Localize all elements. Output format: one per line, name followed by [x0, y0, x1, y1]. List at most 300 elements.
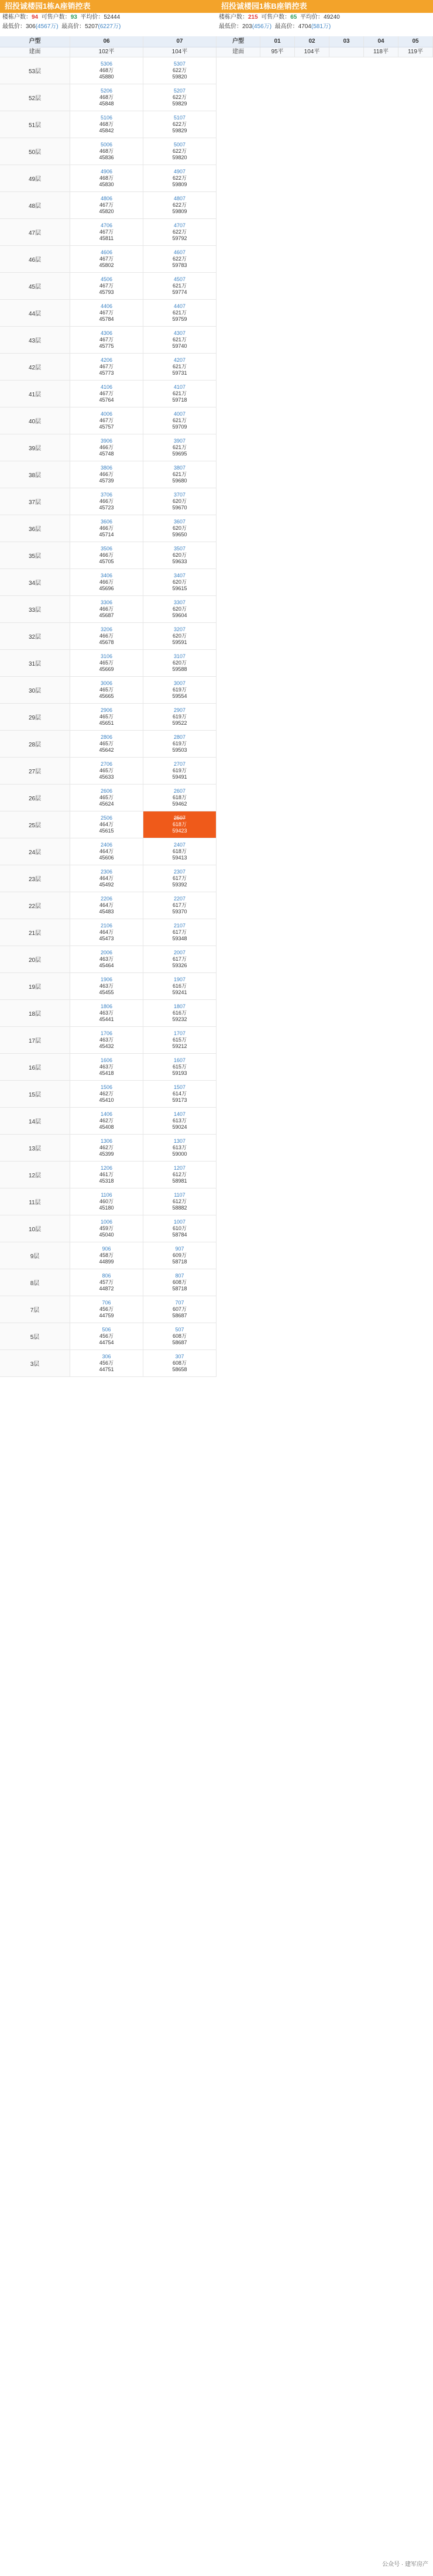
unit-price: 456万: [99, 1306, 114, 1312]
unit-unit-price: 59024: [172, 1124, 187, 1130]
unit-cell[interactable]: [143, 461, 216, 488]
unit-number: 707: [175, 1300, 184, 1306]
unit-cell[interactable]: [70, 569, 143, 595]
unit-unit-price: 45820: [99, 208, 114, 214]
unit-number: 3107: [173, 653, 186, 659]
unit-price: 622万: [172, 94, 187, 100]
unit-cell[interactable]: [143, 434, 216, 461]
unit-number: 4006: [100, 411, 113, 417]
unit-unit-price: 45492: [99, 882, 114, 888]
panel-a: [0, 0, 216, 2576]
unit-cell[interactable]: [143, 1215, 216, 1242]
unit-number: 5007: [173, 142, 186, 148]
unit-cell[interactable]: [70, 84, 143, 111]
unit-cell[interactable]: [143, 57, 216, 84]
floor-row: [0, 811, 216, 838]
unit-cell[interactable]: [143, 785, 216, 811]
unit-price: 617万: [172, 875, 187, 881]
floor-row: [0, 677, 216, 704]
unit-cell[interactable]: [70, 434, 143, 461]
unit-unit-price: 59173: [172, 1097, 187, 1103]
unit-cell[interactable]: [70, 1054, 143, 1080]
unit-cell[interactable]: [143, 731, 216, 757]
unit-number: 1006: [100, 1219, 113, 1225]
unit-number: 3606: [100, 519, 113, 525]
unit-cell[interactable]: [70, 381, 143, 407]
unit-cell[interactable]: [70, 111, 143, 138]
floor-label: 37层: [0, 488, 70, 515]
unit-unit-price: 45633: [99, 774, 114, 780]
floor-label: 41层: [0, 381, 70, 407]
floor-label: 28层: [0, 731, 70, 757]
unit-number: 2406: [100, 842, 113, 848]
unit-price: 609万: [172, 1252, 187, 1258]
unit-unit-price: 59413: [172, 855, 187, 861]
floor-row: [0, 165, 216, 192]
unit-price: 456万: [99, 1333, 114, 1339]
floor-label: 49层: [0, 165, 70, 191]
unit-cell[interactable]: [143, 1162, 216, 1188]
area-value: 118平: [364, 47, 398, 57]
unit-cell[interactable]: [143, 542, 216, 568]
unit-number: 3406: [100, 573, 113, 578]
unit-cell[interactable]: [143, 84, 216, 111]
unit-unit-price: 59588: [172, 666, 187, 672]
unit-unit-price: 59241: [172, 989, 187, 995]
unit-cell[interactable]: [70, 1215, 143, 1242]
unit-cell[interactable]: [143, 192, 216, 218]
unit-unit-price: 45830: [99, 181, 114, 187]
unit-number: 4806: [100, 196, 113, 201]
unit-cell[interactable]: [143, 1188, 216, 1215]
unit-number: 2706: [100, 761, 113, 767]
unit-unit-price: 45455: [99, 989, 114, 995]
unit-cell[interactable]: [70, 1296, 143, 1323]
unit-unit-price: 45432: [99, 1043, 114, 1049]
unit-unit-price: 59348: [172, 936, 187, 941]
floor-label: 11层: [0, 1188, 70, 1215]
unit-cell[interactable]: [70, 1000, 143, 1026]
unit-cell[interactable]: [70, 461, 143, 488]
unit-number: 1706: [100, 1030, 113, 1036]
unit-price: 620万: [172, 579, 187, 585]
unit-cell[interactable]: [143, 111, 216, 138]
floor-row: [0, 1108, 216, 1135]
floor-row: [0, 192, 216, 219]
unit-cell[interactable]: [143, 892, 216, 919]
panel-b-minmax: 最低价：203(456万) 最高价：4704(581万): [219, 23, 331, 30]
unit-number: 1507: [173, 1084, 186, 1090]
floor-label: 48层: [0, 192, 70, 218]
unit-cell[interactable]: [70, 596, 143, 622]
floor-row: [0, 111, 216, 138]
unit-number: 1207: [173, 1165, 186, 1171]
unit-number: 2107: [173, 923, 186, 929]
unit-number: 3806: [100, 465, 113, 471]
unit-number: 4907: [173, 169, 186, 174]
floor-label: 44层: [0, 300, 70, 326]
unit-unit-price: 59212: [172, 1043, 187, 1049]
floor-row: [0, 569, 216, 596]
unit-number: 5307: [173, 61, 186, 67]
floor-row: [0, 300, 216, 327]
unit-price: 621万: [172, 364, 187, 369]
unit-cell[interactable]: [70, 165, 143, 191]
unit-price: 462万: [99, 1118, 114, 1123]
unit-cell[interactable]: [143, 1027, 216, 1053]
unit-unit-price: 59709: [172, 424, 187, 430]
unit-cell[interactable]: [143, 973, 216, 999]
unit-cell[interactable]: [143, 138, 216, 165]
header-unit-01: 01: [260, 36, 295, 47]
unit-cell[interactable]: [143, 569, 216, 595]
floor-row: [0, 1027, 216, 1054]
floor-label: 40层: [0, 407, 70, 434]
unit-cell[interactable]: [70, 246, 143, 272]
unit-cell[interactable]: [70, 1135, 143, 1161]
unit-price: 621万: [172, 283, 187, 289]
unit-cell[interactable]: [143, 1350, 216, 1376]
unit-cell[interactable]: [70, 354, 143, 380]
unit-number: 2507: [173, 815, 186, 821]
unit-price: 467万: [99, 310, 114, 316]
unit-number: 5207: [173, 88, 186, 94]
unit-cell[interactable]: [70, 515, 143, 542]
panel-b-table: [216, 36, 433, 57]
unit-cell[interactable]: [143, 219, 216, 245]
unit-price: 464万: [99, 902, 114, 908]
floor-row: [0, 488, 216, 515]
unit-cell[interactable]: [143, 407, 216, 434]
unit-number: 506: [102, 1327, 111, 1332]
unit-number: 5306: [100, 61, 113, 67]
floor-row: [0, 407, 216, 434]
unit-price: 617万: [172, 956, 187, 962]
unit-cell[interactable]: [143, 300, 216, 326]
floor-label: 24层: [0, 838, 70, 865]
unit-unit-price: 45880: [99, 74, 114, 80]
unit-cell[interactable]: [143, 246, 216, 272]
unit-unit-price: 45615: [99, 828, 114, 834]
unit-unit-price: 59820: [172, 155, 187, 160]
unit-cell[interactable]: [70, 407, 143, 434]
unit-cell[interactable]: [70, 488, 143, 515]
floor-label: 29层: [0, 704, 70, 730]
unit-cell[interactable]: [70, 57, 143, 84]
unit-number: 3007: [173, 680, 186, 686]
unit-price: 456万: [99, 1360, 114, 1366]
unit-cell[interactable]: [70, 623, 143, 649]
unit-unit-price: 59680: [172, 478, 187, 484]
unit-cell[interactable]: [70, 1162, 143, 1188]
unit-number: 4307: [173, 330, 186, 336]
unit-unit-price: 45040: [99, 1232, 114, 1238]
unit-price: 467万: [99, 364, 114, 369]
unit-price: 468万: [99, 175, 114, 181]
unit-cell[interactable]: [70, 1081, 143, 1107]
unit-cell[interactable]: [143, 381, 216, 407]
unit-cell[interactable]: [143, 865, 216, 892]
unit-cell[interactable]: [70, 327, 143, 353]
unit-cell[interactable]: [70, 785, 143, 811]
unit-price: 622万: [172, 256, 187, 262]
floor-row: [0, 865, 216, 892]
floor-row: [0, 1215, 216, 1242]
unit-price: 465万: [99, 794, 114, 800]
unit-unit-price: 45410: [99, 1097, 114, 1103]
unit-cell[interactable]: [143, 1135, 216, 1161]
unit-cell[interactable]: [143, 165, 216, 191]
unit-unit-price: 59718: [172, 397, 187, 403]
unit-cell[interactable]: [70, 677, 143, 703]
floor-row: [0, 246, 216, 273]
unit-unit-price: 59232: [172, 1016, 187, 1022]
panel-a-table: [0, 36, 216, 1377]
floor-label: 52层: [0, 84, 70, 111]
unit-number: 1606: [100, 1057, 113, 1063]
unit-price: 621万: [172, 390, 187, 396]
unit-cell[interactable]: [70, 811, 143, 838]
unit-cell[interactable]: [70, 1269, 143, 1296]
unit-number: 4507: [173, 276, 186, 282]
unit-number: 1806: [100, 1003, 113, 1009]
unit-cell[interactable]: [70, 138, 143, 165]
unit-unit-price: 45318: [99, 1178, 114, 1184]
unit-cell[interactable]: [143, 1323, 216, 1349]
unit-price: 467万: [99, 256, 114, 262]
floor-row: [0, 219, 216, 246]
unit-number: 4206: [100, 357, 113, 363]
unit-price: 468万: [99, 67, 114, 73]
floor-row: [0, 1135, 216, 1162]
unit-unit-price: 58882: [172, 1205, 187, 1211]
unit-number: 3707: [173, 492, 186, 498]
unit-price: 463万: [99, 983, 114, 989]
unit-cell[interactable]: [70, 704, 143, 730]
area-value: 104平: [295, 47, 329, 57]
unit-unit-price: 59522: [172, 720, 187, 726]
unit-cell[interactable]: [143, 515, 216, 542]
unit-number: 1007: [173, 1219, 186, 1225]
unit-price: 615万: [172, 1064, 187, 1070]
unit-price: 619万: [172, 768, 187, 773]
unit-unit-price: 59193: [172, 1070, 187, 1076]
unit-unit-price: 59670: [172, 505, 187, 511]
unit-cell[interactable]: [70, 273, 143, 299]
floor-row: [0, 542, 216, 569]
unit-cell[interactable]: [143, 1269, 216, 1296]
unit-cell[interactable]: [143, 1054, 216, 1080]
unit-cell[interactable]: [70, 946, 143, 972]
unit-cell[interactable]: [70, 731, 143, 757]
unit-unit-price: 59809: [172, 181, 187, 187]
unit-price: 620万: [172, 498, 187, 504]
unit-cell[interactable]: [143, 677, 216, 703]
unit-cell[interactable]: [143, 623, 216, 649]
header-unit-04: 04: [364, 36, 398, 47]
floor-row: [0, 785, 216, 811]
unit-number: 2206: [100, 896, 113, 902]
area-row: [0, 47, 216, 57]
unit-cell[interactable]: [143, 946, 216, 972]
unit-number: 306: [102, 1354, 111, 1359]
unit-unit-price: 45793: [99, 289, 114, 295]
unit-cell[interactable]: [143, 354, 216, 380]
floor-row: [0, 650, 216, 677]
unit-cell[interactable]: [143, 488, 216, 515]
unit-number: 307: [175, 1354, 184, 1359]
floor-label: 19层: [0, 973, 70, 999]
unit-cell[interactable]: [143, 596, 216, 622]
unit-unit-price: 44872: [99, 1286, 114, 1292]
floor-label: 22层: [0, 892, 70, 919]
unit-unit-price: 45802: [99, 262, 114, 268]
unit-price: 467万: [99, 229, 114, 235]
unit-price: 612万: [172, 1171, 187, 1177]
unit-cell[interactable]: [70, 1108, 143, 1134]
unit-unit-price: 45696: [99, 585, 114, 591]
unit-cell[interactable]: [70, 192, 143, 218]
unit-unit-price: 45399: [99, 1151, 114, 1157]
unit-cell[interactable]: [70, 219, 143, 245]
unit-number: 1407: [173, 1111, 186, 1117]
unit-price: 619万: [172, 741, 187, 746]
unit-cell[interactable]: [70, 1350, 143, 1376]
unit-cell[interactable]: [70, 650, 143, 676]
unit-cell[interactable]: [143, 327, 216, 353]
unit-unit-price: 59423: [172, 828, 187, 834]
unit-cell[interactable]: [70, 1027, 143, 1053]
unit-cell[interactable]: [70, 973, 143, 999]
area-value: 119平: [398, 47, 433, 57]
unit-cell[interactable]: [143, 811, 216, 838]
unit-cell[interactable]: [70, 542, 143, 568]
floor-label: 30层: [0, 677, 70, 703]
floor-label: 3层: [0, 1350, 70, 1376]
floor-row: [0, 892, 216, 919]
unit-unit-price: 59604: [172, 612, 187, 618]
unit-price: 608万: [172, 1333, 187, 1339]
unit-cell[interactable]: [143, 1000, 216, 1026]
unit-cell[interactable]: [143, 758, 216, 784]
unit-number: 4706: [100, 222, 113, 228]
watermark: 公众号 · 建军房产: [382, 2561, 428, 2568]
unit-price: 466万: [99, 498, 114, 504]
unit-unit-price: 59783: [172, 262, 187, 268]
unit-price: 458万: [99, 1252, 114, 1258]
unit-cell[interactable]: [143, 704, 216, 730]
unit-number: 2306: [100, 869, 113, 875]
header-unit-05: 05: [398, 36, 433, 47]
unit-number: 3907: [173, 438, 186, 444]
unit-cell[interactable]: [70, 1323, 143, 1349]
unit-number: 2207: [173, 896, 186, 902]
unit-number: 4606: [100, 249, 113, 255]
unit-unit-price: 59392: [172, 882, 187, 888]
floor-label: 20层: [0, 946, 70, 972]
floor-label: 7层: [0, 1296, 70, 1323]
floor-row: [0, 919, 216, 946]
floor-row: [0, 704, 216, 731]
unit-price: 622万: [172, 67, 187, 73]
unit-number: 4107: [173, 384, 186, 390]
unit-number: 706: [102, 1300, 111, 1306]
unit-number: 5106: [100, 115, 113, 121]
unit-cell[interactable]: [70, 1242, 143, 1269]
unit-cell[interactable]: [143, 838, 216, 865]
unit-number: 2607: [173, 788, 186, 794]
unit-price: 620万: [172, 633, 187, 639]
unit-number: 3507: [173, 546, 186, 551]
unit-number: 906: [102, 1246, 111, 1252]
unit-number: 3807: [173, 465, 186, 471]
panel-a-stats: 楼栋户数：94 可售户数：93 平均价：52444: [2, 14, 121, 20]
unit-cell[interactable]: [143, 1242, 216, 1269]
unit-cell[interactable]: [143, 650, 216, 676]
unit-cell[interactable]: [70, 300, 143, 326]
unit-number: 1307: [173, 1138, 186, 1144]
unit-cell[interactable]: [143, 1108, 216, 1134]
unit-cell[interactable]: [70, 919, 143, 946]
floor-label: 18层: [0, 1000, 70, 1026]
unit-number: 1506: [100, 1084, 113, 1090]
unit-cell[interactable]: [143, 919, 216, 946]
unit-cell[interactable]: [70, 1188, 143, 1215]
unit-price: 620万: [172, 525, 187, 531]
unit-unit-price: 58718: [172, 1286, 187, 1292]
unit-unit-price: 45723: [99, 505, 114, 511]
unit-number: 3706: [100, 492, 113, 498]
unit-number: 4506: [100, 276, 113, 282]
unit-unit-price: 58658: [172, 1366, 187, 1372]
unit-number: 3506: [100, 546, 113, 551]
unit-number: 3206: [100, 626, 113, 632]
floor-row: [0, 57, 216, 84]
table-header: [0, 36, 216, 47]
unit-number: 2606: [100, 788, 113, 794]
unit-cell[interactable]: [70, 892, 143, 919]
unit-cell[interactable]: [143, 1296, 216, 1323]
unit-cell[interactable]: [70, 865, 143, 892]
unit-price: 466万: [99, 633, 114, 639]
floor-label: 42层: [0, 354, 70, 380]
unit-unit-price: 59740: [172, 343, 187, 349]
table-header: [216, 36, 433, 47]
unit-price: 613万: [172, 1118, 187, 1123]
header-unit-07: 07: [143, 36, 216, 47]
floor-row: [0, 758, 216, 785]
floor-label: 33层: [0, 596, 70, 622]
unit-price: 466万: [99, 552, 114, 558]
floor-label: 8层: [0, 1269, 70, 1296]
area-label: 建面: [216, 47, 260, 57]
header-unit-type: 户型: [216, 36, 260, 47]
floor-row: [0, 1350, 216, 1377]
unit-unit-price: 45665: [99, 693, 114, 699]
unit-unit-price: 45714: [99, 532, 114, 537]
unit-cell[interactable]: [143, 1081, 216, 1107]
unit-cell[interactable]: [143, 273, 216, 299]
unit-unit-price: 59829: [172, 128, 187, 133]
unit-cell[interactable]: [70, 758, 143, 784]
panel-b-stats: 楼栋户数：215 可售户数：65 平均价：49240: [219, 14, 340, 20]
unit-price: 465万: [99, 714, 114, 720]
unit-price: 618万: [172, 848, 187, 854]
unit-price: 608万: [172, 1279, 187, 1285]
unit-cell[interactable]: [70, 838, 143, 865]
unit-unit-price: 45678: [99, 639, 114, 645]
unit-unit-price: 45764: [99, 397, 114, 403]
